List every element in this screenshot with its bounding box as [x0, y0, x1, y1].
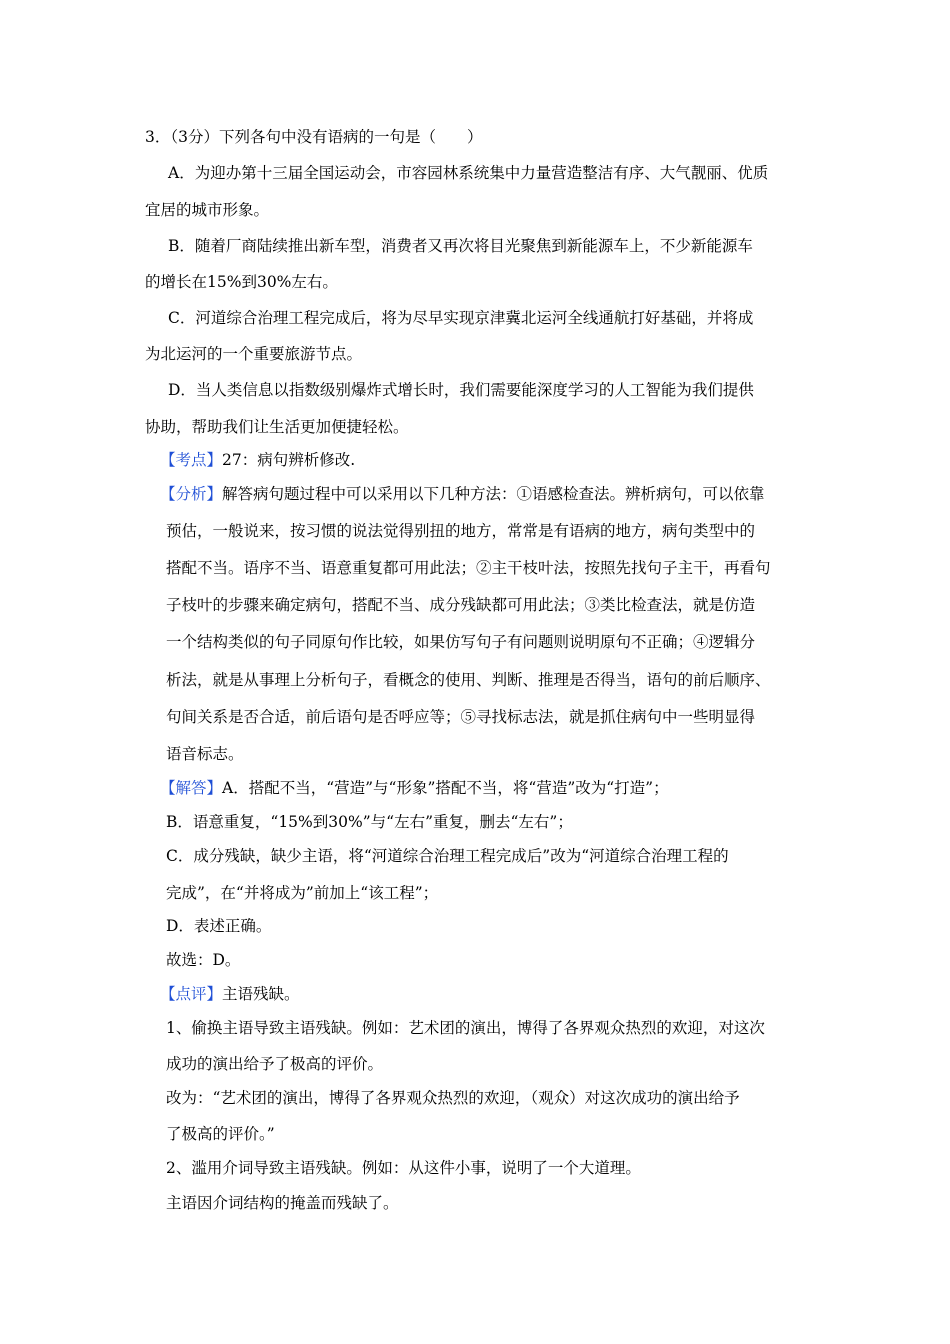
fenxi-line5: 一个结构类似的句子同原句作比较，如果仿写句子有问题则说明原句不正确；④逻辑分: [166, 633, 756, 651]
fenxi-line8: 语音标志。: [166, 745, 244, 763]
fenxi-line3: 搭配不当。语序不当、语意重复都可用此法；②主干枝叶法，按照先找句子主干，再看句: [166, 559, 771, 577]
kaodian-section: [160, 450, 355, 470]
jieda-text-1: A．搭配不当，“营造”与“形象”搭配不当，将“营造”改为“打造”；: [222, 779, 669, 797]
option-c-line1: C．河道综合治理工程完成后，将为尽早实现京津冀北运河全线通航打好基础，并将成: [168, 309, 754, 327]
dianping-line7: 主语因介词结构的掩盖而残缺了。: [166, 1194, 399, 1212]
option-d-line1: D．当人类信息以指数级别爆炸式增长时，我们需要能深度学习的人工智能为我们提供: [168, 381, 754, 399]
kaodian-text: 27：病句辨析修改.: [222, 451, 356, 469]
fenxi-line1: [160, 484, 765, 504]
option-c-line2: 为北运河的一个重要旅游节点。: [145, 345, 363, 363]
jieda-tag: 【解答】: [160, 779, 223, 797]
question-stem: 3．（3分）下列各句中没有语病的一句是（ ）: [145, 128, 483, 146]
jieda-line4: 完成”，在“并将成为”前加上“该工程”；: [166, 884, 439, 902]
jieda-line3: C．成分残缺，缺少主语，将“河道综合治理工程完成后”改为“河道综合治理工程的: [166, 847, 729, 865]
dianping-line5: 了极高的评价。”: [166, 1125, 275, 1143]
jieda-line2: B．语意重复，“15%到30%”与“左右”重复，删去“左右”；: [166, 813, 573, 831]
jieda-line1: [160, 778, 669, 798]
option-a-line2: 宜居的城市形象。: [145, 201, 270, 219]
option-a-line1: A．为迎办第十三届全国运动会，市容园林系统集中力量营造整洁有序、大气靓丽、优质: [168, 164, 769, 182]
dianping-line1: [160, 984, 300, 1004]
jieda-line6: 故选：D。: [166, 951, 241, 969]
jieda-line5: D．表述正确。: [166, 917, 272, 935]
fenxi-text-1: 解答病句题过程中可以采用以下几种方法：①语感检查法。辨析病句，可以依靠: [222, 485, 765, 503]
fenxi-tag: 【分析】: [160, 485, 223, 503]
dianping-line6: 2、滥用介词导致主语残缺。例如：从这件小事，说明了一个大道理。: [166, 1159, 641, 1177]
fenxi-line6: 析法，就是从事理上分析句子，看概念的使用、判断、推理是否得当，语句的前后顺序、: [166, 671, 771, 689]
dianping-tag: 【点评】: [160, 985, 223, 1003]
kaodian-tag: 【考点】: [160, 451, 223, 469]
fenxi-line7: 句间关系是否合适，前后语句是否呼应等；⑤寻找标志法，就是抓住病句中一些明显得: [166, 708, 756, 726]
option-b-line2: 的增长在15%到30%左右。: [145, 273, 338, 291]
option-b-line1: B．随着厂商陆续推出新车型，消费者又再次将目光聚焦到新能源车上，不少新能源车: [168, 237, 753, 255]
fenxi-line4: 子枝叶的步骤来确定病句，搭配不当、成分残缺都可用此法；③类比检查法，就是仿造: [166, 596, 756, 614]
dianping-line4: 改为：“艺术团的演出，博得了各界观众热烈的欢迎，（观众）对这次成功的演出给予: [166, 1089, 740, 1107]
dianping-line2: 1、偷换主语导致主语残缺。例如：艺术团的演出，博得了各界观众热烈的欢迎，对这次: [166, 1019, 765, 1037]
dianping-text-1: 主语残缺。: [222, 985, 300, 1003]
option-d-line2: 协助，帮助我们让生活更加便捷轻松。: [145, 418, 409, 436]
dianping-line3: 成功的演出给予了极高的评价。: [166, 1055, 384, 1073]
fenxi-line2: 预估，一般说来，按习惯的说法觉得别扭的地方，常常是有语病的地方，病句类型中的: [166, 522, 756, 540]
